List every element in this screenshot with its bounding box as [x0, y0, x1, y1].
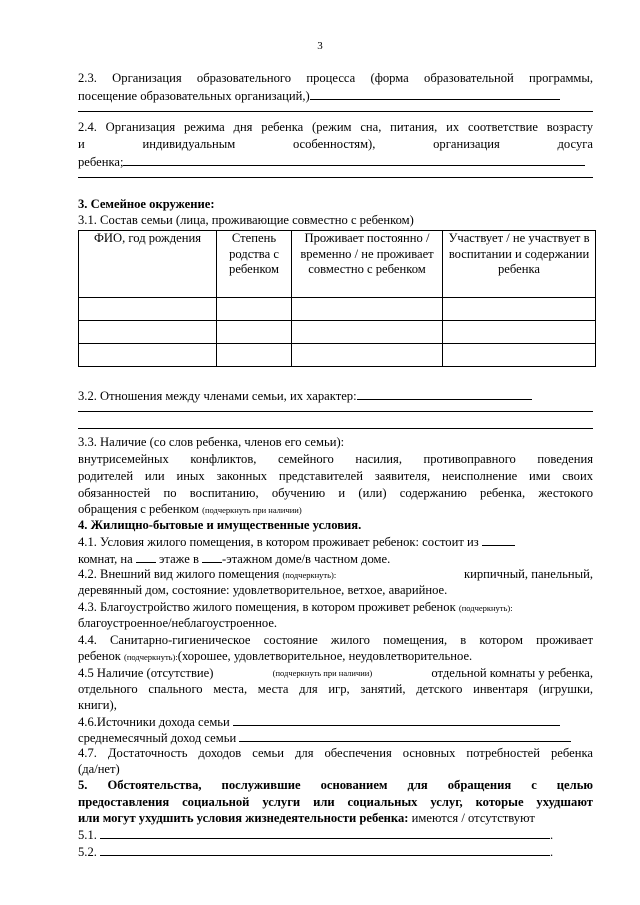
section-5-1-line — [78, 826, 553, 843]
section-4-2-line-2: деревянный дом, состояние: удовлетворительное, ветхое, аварийное. — [78, 583, 448, 597]
section-2-4-line-2 — [78, 136, 593, 152]
section-4-5-text: отдельной комнаты у ребенка, — [431, 666, 593, 680]
section-4-3-line-1 — [78, 599, 513, 616]
rooms-count-blank[interactable] — [482, 533, 515, 546]
income-sources-label: 4.6.Источники дохода семьи — [78, 715, 230, 729]
section-2-3-line-1: 2.3. Организация образовательного процесса (форма образовательной программы, — [78, 71, 593, 85]
section-2-3-text: посещение образовательных организаций,) — [78, 89, 310, 103]
section-2-4-word: организация — [433, 137, 500, 151]
column-header-name: ФИО, год рождения — [79, 231, 217, 298]
item-5-2-label: 5.2. — [78, 845, 97, 859]
family-composition-table — [78, 230, 596, 367]
item-5-1-end: . — [550, 828, 554, 842]
section-2-4-word: индивидуальным — [142, 137, 236, 151]
section-3-2-line — [78, 387, 532, 404]
section-2-4-word: досуга — [557, 137, 593, 151]
table-row — [79, 321, 596, 344]
section-5-line-2: предоставления социальной услуги или социальных услуг, которые ухудшают — [78, 795, 593, 809]
section-3-2-text: 3.2. Отношения между членами семьи, их характер: — [78, 389, 357, 403]
table-cell[interactable] — [443, 344, 596, 367]
item-5-1-blank[interactable] — [100, 826, 550, 839]
section-4-1-line-1 — [78, 533, 593, 550]
section-4-2-note: (подчеркнуть): — [282, 570, 337, 580]
table-header-row — [79, 231, 596, 298]
table-row — [79, 298, 596, 321]
section-4-1-text: комнат, на — [78, 552, 133, 566]
section-3-3-line-4: обязанностей по воспитанию, обучению и (или) содержанию ребенка, жестокого — [78, 486, 593, 500]
table-cell[interactable] — [217, 321, 292, 344]
section-3-2-blank-line-1[interactable] — [78, 411, 593, 412]
section-3-3-line-5 — [78, 501, 302, 518]
section-4-2-label: 4.2. Внешний вид жилого помещения — [78, 567, 280, 581]
average-income-blank[interactable] — [239, 729, 571, 742]
section-2-3-line-2 — [78, 87, 560, 104]
table-row — [79, 344, 596, 367]
section-4-2-options: кирпичный, панельный, — [464, 567, 593, 581]
section-4-4-line-2 — [78, 648, 472, 665]
section-4-5-line-2: отдельного спального места, места для игр, занятий, детского инвентаря (игрушки, — [78, 682, 593, 696]
section-4-3-line-2: благоустроенное/неблагоустроенное. — [78, 616, 278, 630]
table-cell[interactable] — [79, 298, 217, 321]
section-4-4-line-1: 4.4. Санитарно-гигиеническое состояние жилого помещения, в котором проживает — [78, 633, 593, 647]
column-header-residence: Проживает постоянно / временно / не проживает совместно с ребенком — [292, 231, 443, 298]
page-number: 3 — [317, 40, 323, 52]
section-3-3-text: обращения с ребенком — [78, 502, 199, 516]
section-2-4-line-3 — [78, 153, 585, 170]
table-cell[interactable] — [79, 344, 217, 367]
item-5-1-label: 5.1. — [78, 828, 97, 842]
section-4-3-text: 4.3. Благоустройство жилого помещения, в котором проживет ребенок — [78, 600, 456, 614]
section-4-5-text: 4.5 Наличие (отсутствие) — [78, 666, 214, 680]
section-2-4-blank[interactable] — [123, 153, 585, 166]
section-4-6-line-1 — [78, 713, 560, 730]
building-floors-blank[interactable] — [202, 550, 222, 563]
section-4-2-text — [78, 566, 336, 583]
table-cell[interactable] — [79, 321, 217, 344]
section-4-4-note: (подчеркнуть): — [124, 652, 178, 662]
table-cell[interactable] — [292, 344, 443, 367]
table-cell[interactable] — [443, 298, 596, 321]
section-4-heading: 4. Жилищно-бытовые и имущественные условия. — [78, 518, 362, 532]
column-header-relation: Степень родства с ребенком — [217, 231, 292, 298]
floor-blank[interactable] — [136, 550, 156, 563]
section-4-5-note: (подчеркнуть при наличии) — [272, 668, 373, 678]
section-5-line-1: 5. Обстоятельства, послужившие основанием для обращения с целью — [78, 778, 593, 792]
section-4-7-line-1: 4.7. Достаточность доходов семьи для обеспечения основных потребностей ребенка — [78, 746, 593, 760]
section-4-5-line-1 — [78, 665, 593, 681]
section-3-3-line-1: 3.3. Наличие (со слов ребенка, членов его семьи): — [78, 435, 345, 449]
column-header-participation: Участвует / не участвует в воспитании и содержании ребенка — [443, 231, 596, 298]
table-cell[interactable] — [443, 321, 596, 344]
section-5-options: имеются / отсутствуют — [408, 811, 535, 825]
section-4-4-text: ребенок — [78, 649, 121, 663]
average-income-label: среднемесячный доход семьи — [78, 731, 237, 745]
section-4-4-options: (хорошее, удовлетворительное, неудовлетворительное. — [177, 649, 473, 663]
table-cell[interactable] — [292, 321, 443, 344]
section-4-1-text: этаже в — [159, 552, 199, 566]
table-cell[interactable] — [217, 344, 292, 367]
section-4-5-line-3: книги), — [78, 698, 117, 712]
section-4-2-line-1 — [78, 566, 593, 583]
table-cell[interactable] — [217, 298, 292, 321]
section-2-3-blank-line[interactable] — [78, 111, 593, 112]
item-5-2-end: . — [550, 845, 554, 859]
section-4-1-text: 4.1. Условия жилого помещения, в котором проживает ребенок: состоит из — [78, 535, 479, 549]
section-3-1-caption: 3.1. Состав семьи (лица, проживающие совместно с ребенком) — [78, 213, 414, 227]
section-3-2-blank[interactable] — [357, 387, 532, 400]
section-3-3-line-3: родителей или иных законных представителей заявителя, неисполнение ими своих — [78, 469, 593, 483]
income-sources-blank[interactable] — [233, 713, 560, 726]
section-2-4-word: особенностям), — [292, 137, 376, 151]
section-5-2-line — [78, 843, 553, 860]
table-cell[interactable] — [292, 298, 443, 321]
section-2-4-word: и — [78, 137, 85, 151]
section-4-1-text: -этажном доме/в частном доме. — [222, 552, 391, 566]
section-4-1-line-2 — [78, 550, 390, 567]
section-2-4-blank-line[interactable] — [78, 177, 593, 178]
section-3-3-line-2: внутрисемейных конфликтов, семейного насилия, противоправного поведения — [78, 452, 593, 466]
section-5-bold-text: или могут ухудшить условия жизнедеятельности ребенка: — [78, 811, 409, 825]
section-2-4-line-1: 2.4. Организация режима дня ребенка (режим сна, питания, их соответствие возрасту — [78, 120, 593, 134]
section-4-7-line-2: (да/нет) — [78, 762, 120, 776]
section-3-heading: 3. Семейное окружение: — [78, 197, 215, 211]
section-2-3-blank[interactable] — [310, 87, 560, 100]
section-2-4-text: ребенка; — [78, 155, 124, 169]
section-5-line-3 — [78, 810, 535, 826]
section-3-2-blank-line-2[interactable] — [78, 428, 593, 429]
section-4-3-note: (подчеркнуть): — [458, 603, 513, 613]
section-3-3-note: (подчеркнуть при наличии) — [202, 505, 302, 515]
item-5-2-blank[interactable] — [100, 843, 550, 856]
section-4-6-line-2 — [78, 729, 571, 746]
